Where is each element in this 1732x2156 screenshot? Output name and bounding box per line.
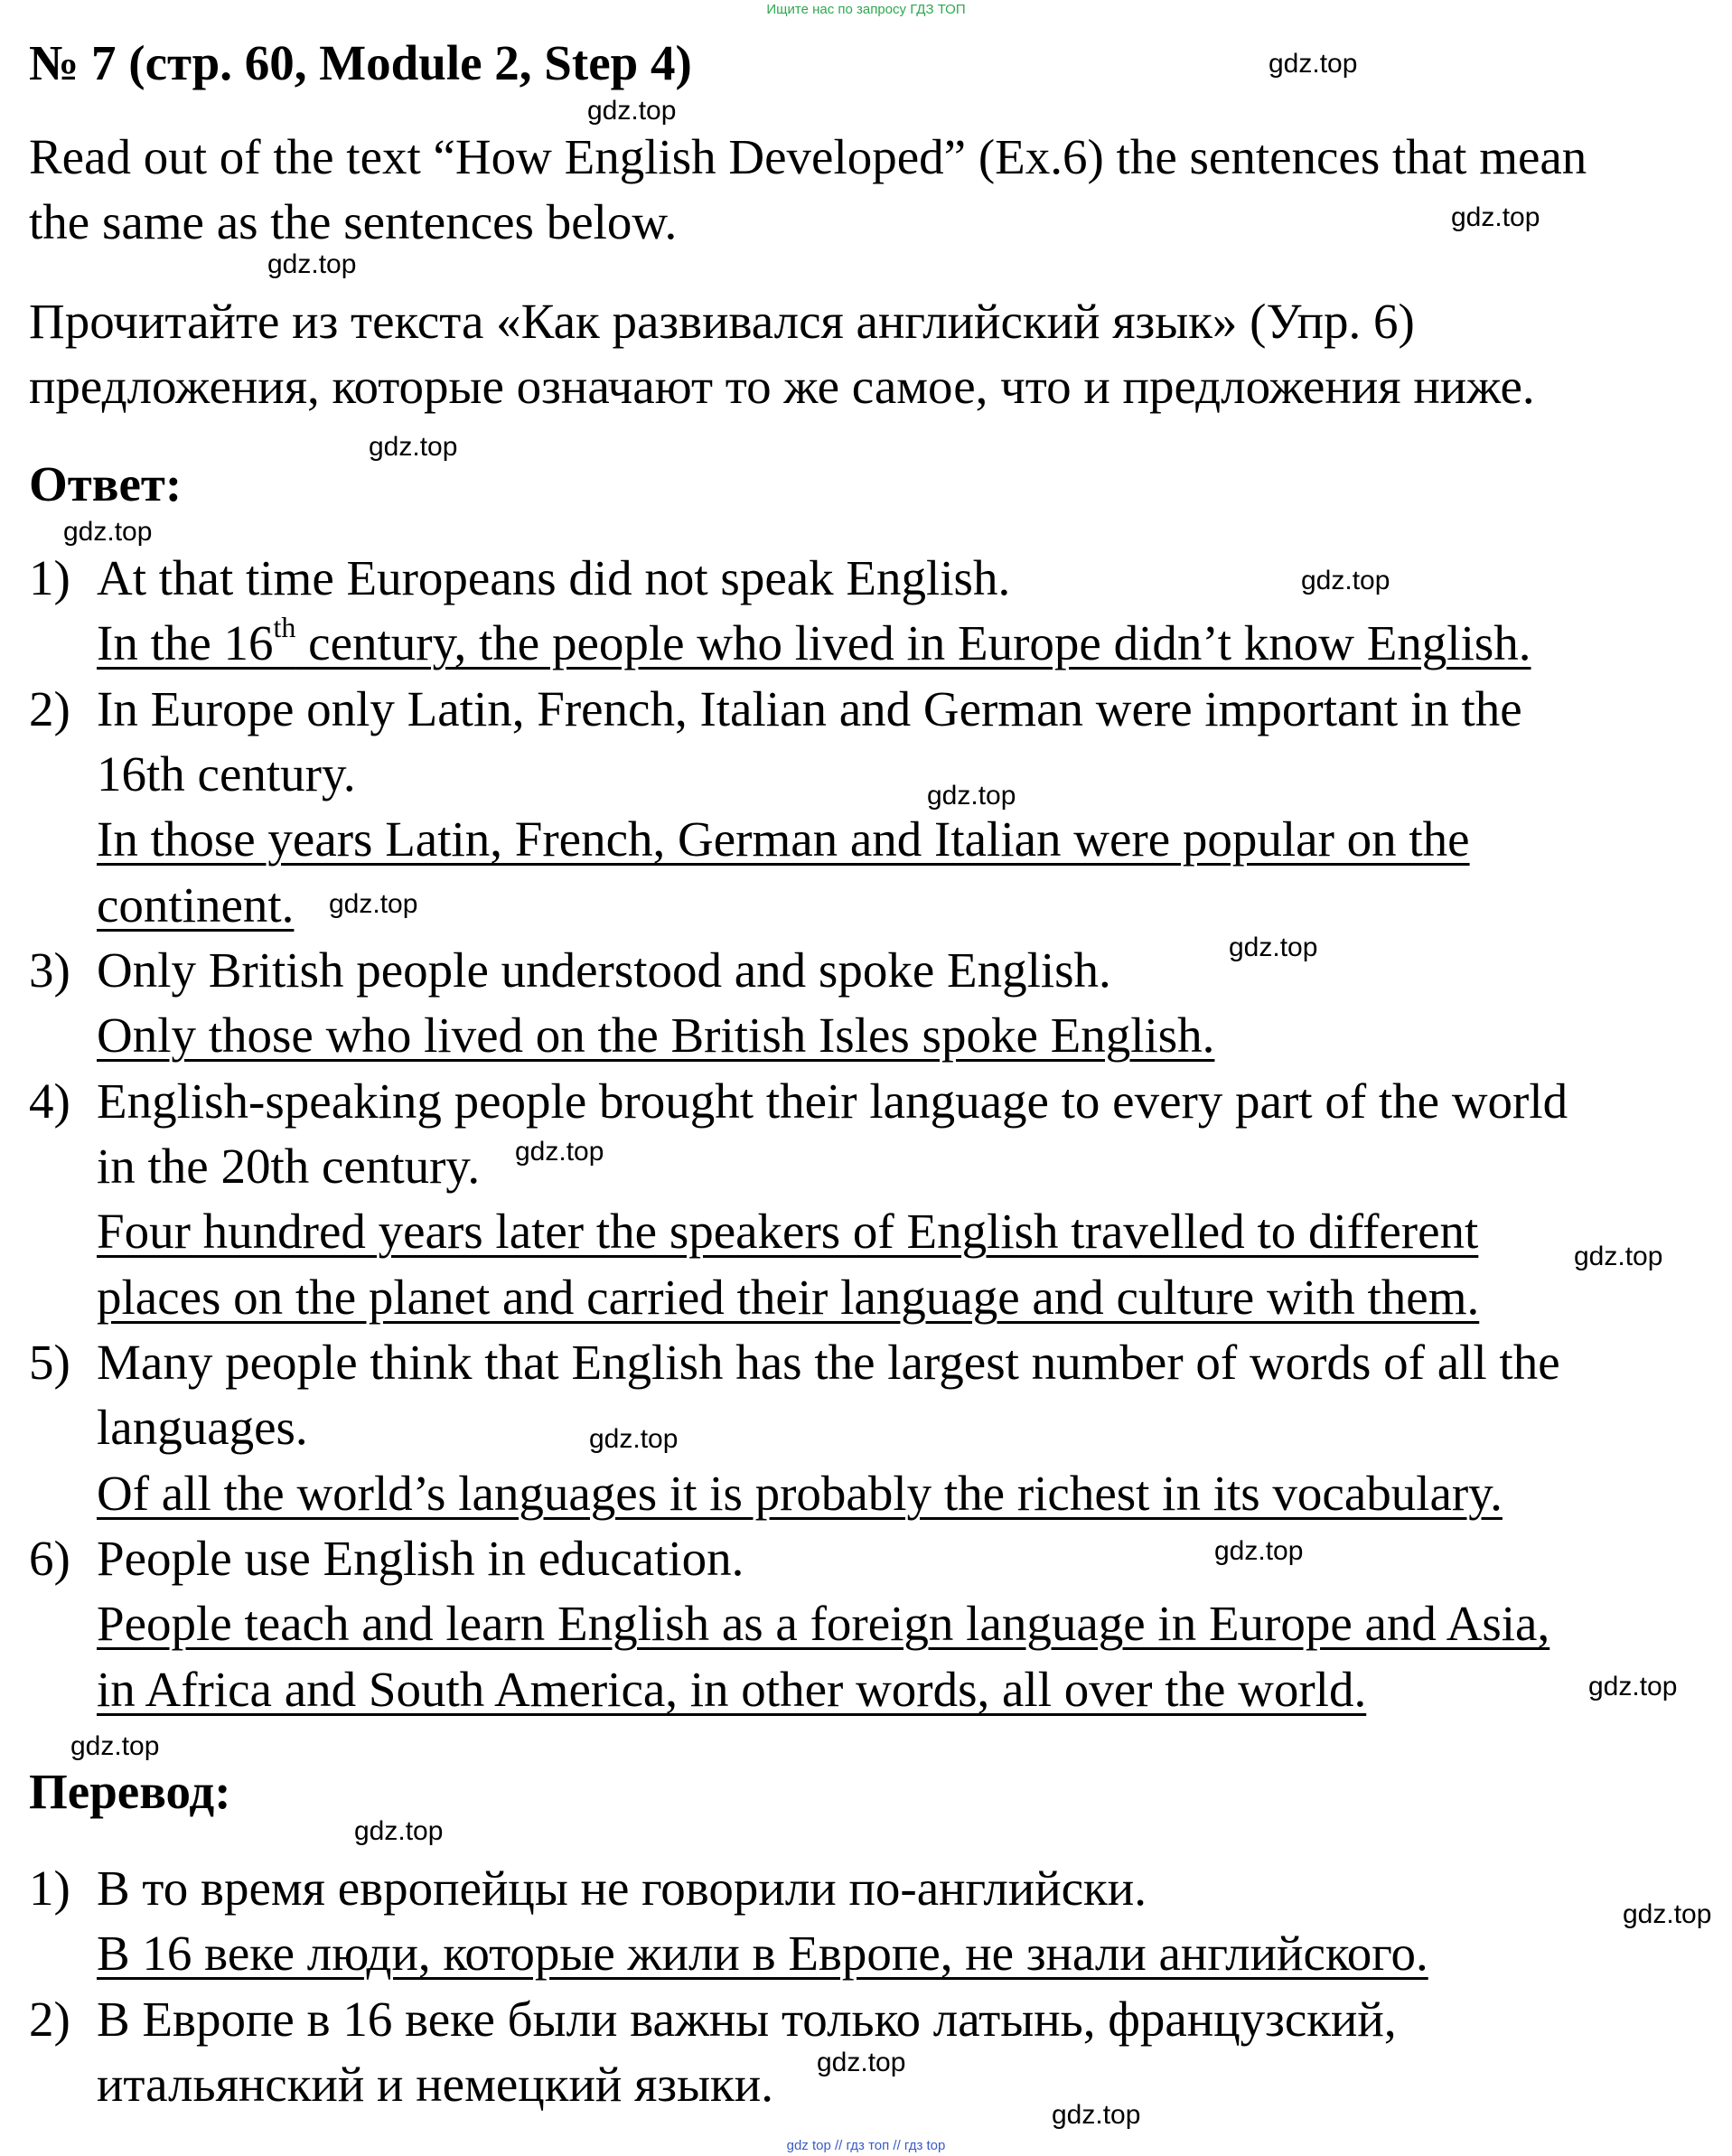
answer-4-answer-line-1: Four hundred years later the speakers of English travelled to different (97, 1204, 1479, 1259)
answer-5-statement-line-1: Many people think that English has the largest number of words of all the (97, 1335, 1560, 1390)
answer-5-statement-line-2: languages. (97, 1400, 308, 1455)
answer-1-answer-sup: th (273, 611, 296, 643)
watermark: gdz.top (369, 432, 458, 462)
instruction-en-line-2: the same as the sentences below. (29, 194, 678, 249)
watermark: gdz.top (1214, 1536, 1304, 1566)
answer-2-answer-line-2: continent. (97, 877, 295, 933)
watermark: gdz.top (1229, 933, 1318, 962)
answer-6-answer-line-2: in Africa and South America, in other words, all over the world. (97, 1662, 1367, 1717)
answer-4-statement-line-1: English-speaking people brought their language to every part of the world (97, 1073, 1568, 1129)
watermark: gdz.top (1588, 1672, 1678, 1701)
answer-5-number: 5) (29, 1335, 70, 1390)
answer-1-answer-post: century, the people who lived in Europe didn’t know English. (295, 615, 1531, 670)
watermark: gdz.top (1574, 1242, 1663, 1271)
translation-1-answer: В 16 веке люди, которые жили в Европе, не знали английского. (97, 1926, 1428, 1981)
answer-2-statement-line-2: 16th century. (97, 746, 356, 801)
answer-4-answer-line-2: places on the planet and carried their language and culture with them. (97, 1270, 1480, 1325)
instruction-ru-line-1: Прочитайте из текста «Как развивался английский язык» (Упр. 6) (29, 294, 1415, 349)
answer-1-number: 1) (29, 550, 70, 605)
top-banner[interactable]: Ищите нас по запросу ГДЗ ТОП (766, 2, 966, 17)
answer-3-number: 3) (29, 942, 70, 998)
watermark: gdz.top (354, 1816, 444, 1846)
page-title: № 7 (стр. 60, Module 2, Step 4) (29, 35, 692, 90)
answer-6-number: 6) (29, 1531, 70, 1586)
watermark: gdz.top (1052, 2100, 1141, 2130)
answer-2-answer-line-1: In those years Latin, French, German and Italian were popular on the (97, 811, 1470, 867)
translation-2-number: 2) (29, 1992, 70, 2047)
watermark: gdz.top (70, 1731, 160, 1761)
answer-2-statement-line-1: In Europe only Latin, French, Italian and German were important in the (97, 681, 1522, 736)
watermark: gdz.top (817, 2048, 906, 2077)
watermark: gdz.top (267, 249, 357, 279)
translation-2-statement-line-2: итальянский и немецкий языки. (97, 2057, 773, 2112)
instruction-en-line-1: Read out of the text “How English Developed” (Ex.6) the sentences that mean (29, 129, 1587, 184)
watermark: gdz.top (927, 781, 1016, 811)
answer-1-answer (97, 611, 1531, 670)
translation-1-statement: В то время европейцы не говорили по-английски. (97, 1861, 1147, 1916)
watermark: gdz.top (63, 517, 153, 547)
bottom-banner[interactable]: gdz top // гдз топ // гдз top (786, 2138, 946, 2153)
instruction-ru-line-2: предложения, которые означают то же самое, что и предложения ниже. (29, 359, 1535, 414)
answer-heading: Ответ: (29, 456, 183, 511)
answer-6-answer-line-1: People teach and learn English as a foreign language in Europe and Asia, (97, 1596, 1550, 1651)
watermark: gdz.top (1623, 1899, 1712, 1929)
watermark: gdz.top (1451, 202, 1540, 232)
answer-4-number: 4) (29, 1073, 70, 1129)
answer-1-statement: At that time Europeans did not speak English. (97, 550, 1011, 605)
watermark: gdz.top (329, 889, 418, 919)
answer-1-answer-pre: In the 16 (97, 615, 274, 670)
translation-heading: Перевод: (29, 1764, 231, 1819)
answer-2-number: 2) (29, 681, 70, 736)
watermark: gdz.top (515, 1137, 604, 1167)
translation-1-number: 1) (29, 1861, 70, 1916)
watermark: gdz.top (1301, 566, 1390, 595)
watermark: gdz.top (589, 1424, 679, 1454)
answer-5-answer: Of all the world’s languages it is probably the richest in its vocabulary. (97, 1466, 1503, 1521)
watermark: gdz.top (1269, 49, 1358, 79)
answer-4-statement-line-2: in the 20th century. (97, 1139, 481, 1194)
answer-6-statement: People use English in education. (97, 1531, 744, 1586)
answer-3-statement: Only British people understood and spoke English. (97, 942, 1111, 998)
answer-3-answer: Only those who lived on the British Isles spoke English. (97, 1008, 1215, 1063)
watermark: gdz.top (587, 96, 677, 126)
translation-2-statement-line-1: В Европе в 16 веке были важны только латынь, французский, (97, 1992, 1397, 2047)
